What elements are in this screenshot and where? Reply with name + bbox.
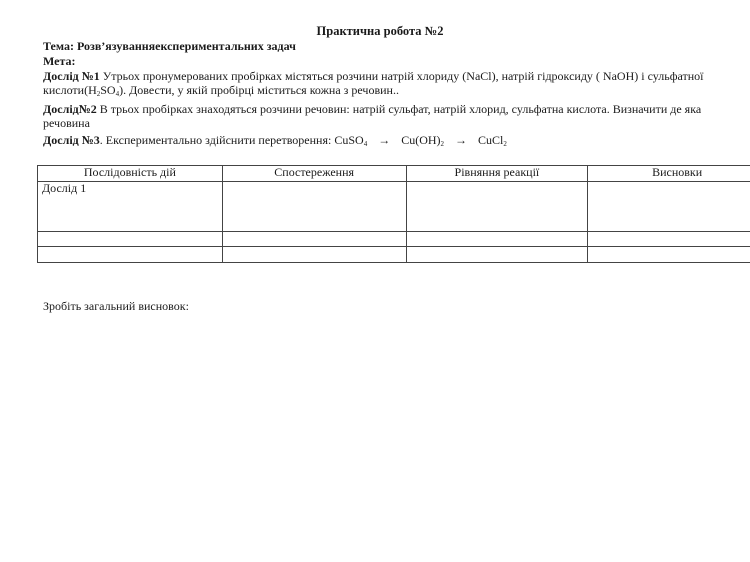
page-title: Практична робота №2 xyxy=(316,24,444,38)
table-cell[interactable] xyxy=(406,232,588,247)
chain-arrow-2: → xyxy=(455,133,468,147)
table-row xyxy=(38,182,750,232)
topic-line xyxy=(43,40,743,54)
chain-substance-1-formula: CuSO xyxy=(334,133,364,147)
table-cell[interactable] xyxy=(222,232,406,247)
chain-substance-2-formula: Cu(OH) xyxy=(401,133,441,147)
table-cell[interactable] xyxy=(38,232,223,247)
table-cell[interactable] xyxy=(406,182,588,232)
table-cell[interactable] xyxy=(38,247,223,263)
goal-label: Мета: xyxy=(43,54,76,68)
topic-text: Розв’язуванняекспериментальних задач xyxy=(76,39,296,53)
experiment-3 xyxy=(43,134,507,148)
chain-substance-3-formula: CuCl xyxy=(478,133,504,147)
general-conclusion-prompt: Зробіть загальний висновок: xyxy=(43,299,189,313)
experiment-2-text: В трьох пробірках знаходяться розчини речовин: натрій сульфат, натрій хлорид, сульфатна кислота. Визначити де яка речовина xyxy=(43,102,702,130)
table-cell[interactable] xyxy=(222,247,406,263)
experiment-3-text: . Експериментально здійснити перетворення: xyxy=(99,133,335,147)
header-reaction-equation: Рівняння реакції xyxy=(406,166,588,182)
table-header-row xyxy=(38,166,750,182)
experiment-1-sub-4: 4 xyxy=(115,89,120,98)
chain-substance-1 xyxy=(334,133,367,147)
experiment-1-text-c: ). Довести, у якій пробірці міститься кожна з речовин.. xyxy=(119,82,399,97)
table-row xyxy=(38,247,750,263)
table-cell[interactable] xyxy=(406,247,588,263)
header-observations: Спостереження xyxy=(222,166,406,182)
experiment-2 xyxy=(43,103,703,131)
results-table xyxy=(37,165,750,263)
goal-line xyxy=(43,55,743,69)
header-conclusions: Висновки xyxy=(588,166,750,182)
table-row xyxy=(38,232,750,247)
chain-substance-3-sub: 2 xyxy=(503,140,507,148)
experiment-1-text-b: SO xyxy=(100,82,116,97)
table-cell[interactable] xyxy=(222,182,406,232)
table-cell[interactable]: Дослід 1 xyxy=(38,182,223,232)
table-cell[interactable] xyxy=(588,247,750,263)
topic-label: Тема: xyxy=(43,39,74,53)
experiment-3-label: Дослід №3 xyxy=(43,133,100,147)
experiment-1 xyxy=(43,70,733,98)
experiment-2-label: Дослід№2 xyxy=(43,102,97,116)
chain-substance-2-sub: 2 xyxy=(440,140,445,148)
experiment-1-text-a: Утрьох пронумерованих пробірках містяться розчини натрій хлориду (NaCl), натрій гідроксиду ( NaOH) і сульфатної кислоти(H xyxy=(43,69,704,97)
chain-substance-1-sub: 4 xyxy=(363,140,368,148)
experiment-1-sub-2: 2 xyxy=(96,89,101,98)
table-cell[interactable] xyxy=(588,182,750,232)
table-cell[interactable] xyxy=(588,232,750,247)
chain-substance-3 xyxy=(478,133,507,147)
chain-arrow-1: → xyxy=(378,133,391,147)
header-sequence: Послідовність дій xyxy=(38,166,223,182)
experiment-1-label: Дослід №1 xyxy=(43,69,100,83)
chain-substance-2 xyxy=(401,133,444,147)
